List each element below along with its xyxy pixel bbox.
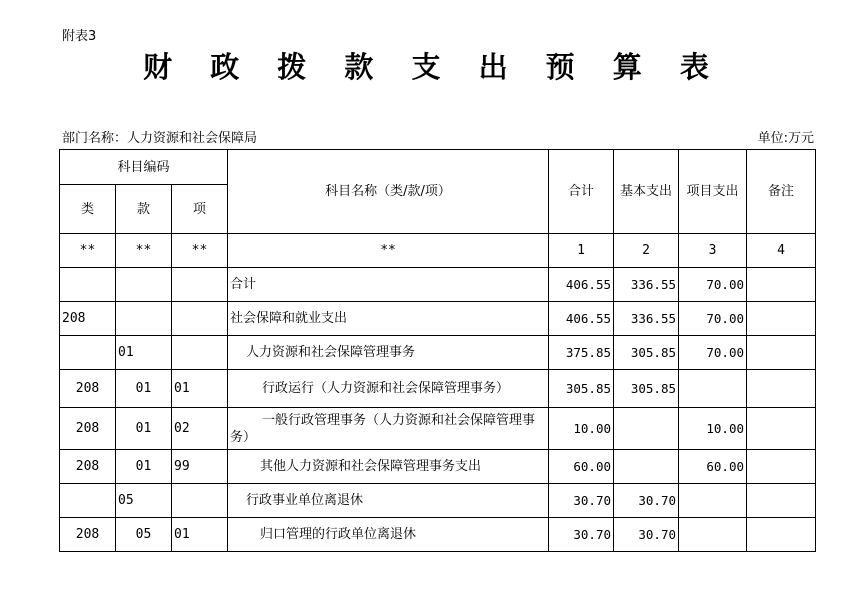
cell-basic: 336.55 [614, 268, 679, 302]
table-row [60, 484, 816, 518]
cell-note [747, 484, 816, 518]
index-note: 4 [747, 234, 816, 268]
cell-lei: 208 [60, 518, 116, 552]
header-row-1 [60, 150, 816, 185]
index-basic: 2 [614, 234, 679, 268]
cell-basic: 30.70 [614, 518, 679, 552]
page-title: 财 政 拨 款 支 出 预 算 表 [143, 50, 723, 84]
table-row [60, 370, 816, 408]
cell-total: 60.00 [549, 450, 614, 484]
cell-kuan: 01 [116, 450, 172, 484]
cell-total: 406.55 [549, 302, 614, 336]
header-lei: 类 [60, 185, 116, 234]
table-row [60, 336, 816, 370]
cell-note [747, 268, 816, 302]
index-kuan: ** [116, 234, 172, 268]
cell-note [747, 302, 816, 336]
cell-kuan [116, 302, 172, 336]
cell-xiang: 01 [172, 370, 228, 408]
cell-project: 70.00 [679, 268, 747, 302]
cell-xiang: 99 [172, 450, 228, 484]
header-project-expense: 项目支出 [679, 150, 747, 234]
cell-kuan: 05 [116, 518, 172, 552]
header-note: 备注 [747, 150, 816, 234]
cell-basic: 305.85 [614, 370, 679, 408]
cell-kuan [116, 268, 172, 302]
cell-subject-name: 归口管理的行政单位离退休 [228, 518, 549, 552]
cell-note [747, 370, 816, 408]
index-row [60, 234, 816, 268]
cell-lei: 208 [60, 450, 116, 484]
header-basic-expense: 基本支出 [614, 150, 679, 234]
index-name: ** [228, 234, 549, 268]
table-row [60, 518, 816, 552]
table-row [60, 408, 816, 450]
attachment-label: 附表3 [62, 29, 97, 44]
header-subject-name: 科目名称（类/款/项） [228, 150, 549, 234]
cell-total: 30.70 [549, 518, 614, 552]
unit-label: 单位:万元 [757, 131, 814, 146]
cell-xiang [172, 268, 228, 302]
cell-kuan: 01 [116, 336, 172, 370]
cell-subject-name: 一般行政管理事务（人力资源和社会保障管理事务） [228, 408, 549, 450]
cell-project [679, 484, 747, 518]
header-xiang: 项 [172, 185, 228, 234]
cell-kuan: 05 [116, 484, 172, 518]
cell-note [747, 518, 816, 552]
cell-xiang: 01 [172, 518, 228, 552]
budget-table [59, 149, 816, 552]
department-name: 部门名称：人力资源和社会保障局 [62, 131, 258, 146]
cell-project: 10.00 [679, 408, 747, 450]
cell-total: 10.00 [549, 408, 614, 450]
cell-basic [614, 408, 679, 450]
cell-total: 30.70 [549, 484, 614, 518]
cell-basic [614, 450, 679, 484]
cell-total: 406.55 [549, 268, 614, 302]
cell-project: 70.00 [679, 336, 747, 370]
cell-project: 70.00 [679, 302, 747, 336]
cell-lei [60, 336, 116, 370]
cell-kuan: 01 [116, 408, 172, 450]
cell-subject-name: 人力资源和社会保障管理事务 [228, 336, 549, 370]
cell-lei: 208 [60, 408, 116, 450]
cell-lei [60, 268, 116, 302]
cell-project [679, 370, 747, 408]
cell-subject-name: 行政事业单位离退休 [228, 484, 549, 518]
header-total: 合计 [549, 150, 614, 234]
cell-lei [60, 484, 116, 518]
cell-lei: 208 [60, 302, 116, 336]
cell-subject-name: 行政运行（人力资源和社会保障管理事务） [228, 370, 549, 408]
cell-subject-name: 合计 [228, 268, 549, 302]
cell-xiang [172, 336, 228, 370]
cell-note [747, 450, 816, 484]
cell-note [747, 408, 816, 450]
cell-subject-name: 其他人力资源和社会保障管理事务支出 [228, 450, 549, 484]
index-project: 3 [679, 234, 747, 268]
cell-basic: 336.55 [614, 302, 679, 336]
cell-kuan: 01 [116, 370, 172, 408]
cell-basic: 305.85 [614, 336, 679, 370]
index-xiang: ** [172, 234, 228, 268]
table-row [60, 450, 816, 484]
table-row [60, 268, 816, 302]
cell-subject-name: 社会保障和就业支出 [228, 302, 549, 336]
header-kuan: 款 [116, 185, 172, 234]
cell-total: 305.85 [549, 370, 614, 408]
cell-basic: 30.70 [614, 484, 679, 518]
cell-xiang [172, 302, 228, 336]
cell-project: 60.00 [679, 450, 747, 484]
cell-xiang: 02 [172, 408, 228, 450]
cell-project [679, 518, 747, 552]
cell-xiang [172, 484, 228, 518]
cell-lei: 208 [60, 370, 116, 408]
header-code-group: 科目编码 [60, 150, 228, 185]
index-lei: ** [60, 234, 116, 268]
index-total: 1 [549, 234, 614, 268]
cell-total: 375.85 [549, 336, 614, 370]
table-row [60, 302, 816, 336]
cell-note [747, 336, 816, 370]
